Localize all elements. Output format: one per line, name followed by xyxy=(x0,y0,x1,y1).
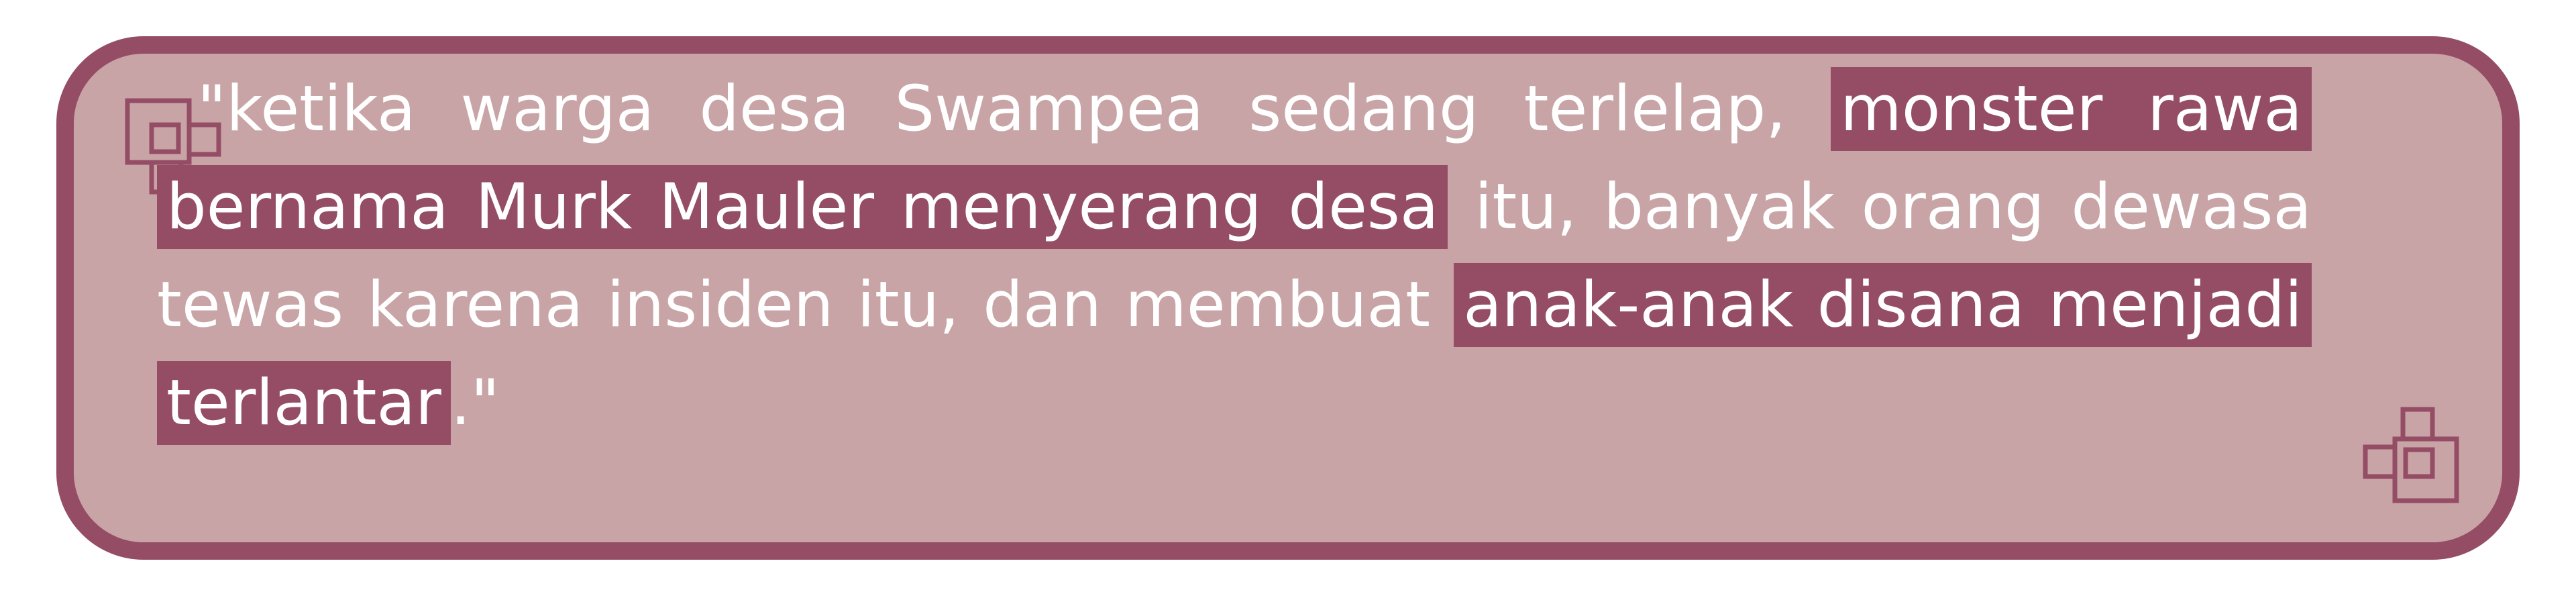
quote-closing: ." xyxy=(450,366,500,440)
quote-text xyxy=(157,60,2312,452)
quote-middle: itu, banyak orang dewasa tewas karena insiden itu, dan membuat xyxy=(157,170,2312,342)
highlight-monster: monster rawa bernama Murk Mauler menyerang desa xyxy=(157,67,2312,249)
quote-opening: "ketika warga desa Swampea sedang terlelap, xyxy=(197,72,1786,146)
highlight-children: anak-anak disana menjadi terlantar xyxy=(157,263,2312,445)
pixel-corner-ornament-icon xyxy=(2345,389,2459,503)
